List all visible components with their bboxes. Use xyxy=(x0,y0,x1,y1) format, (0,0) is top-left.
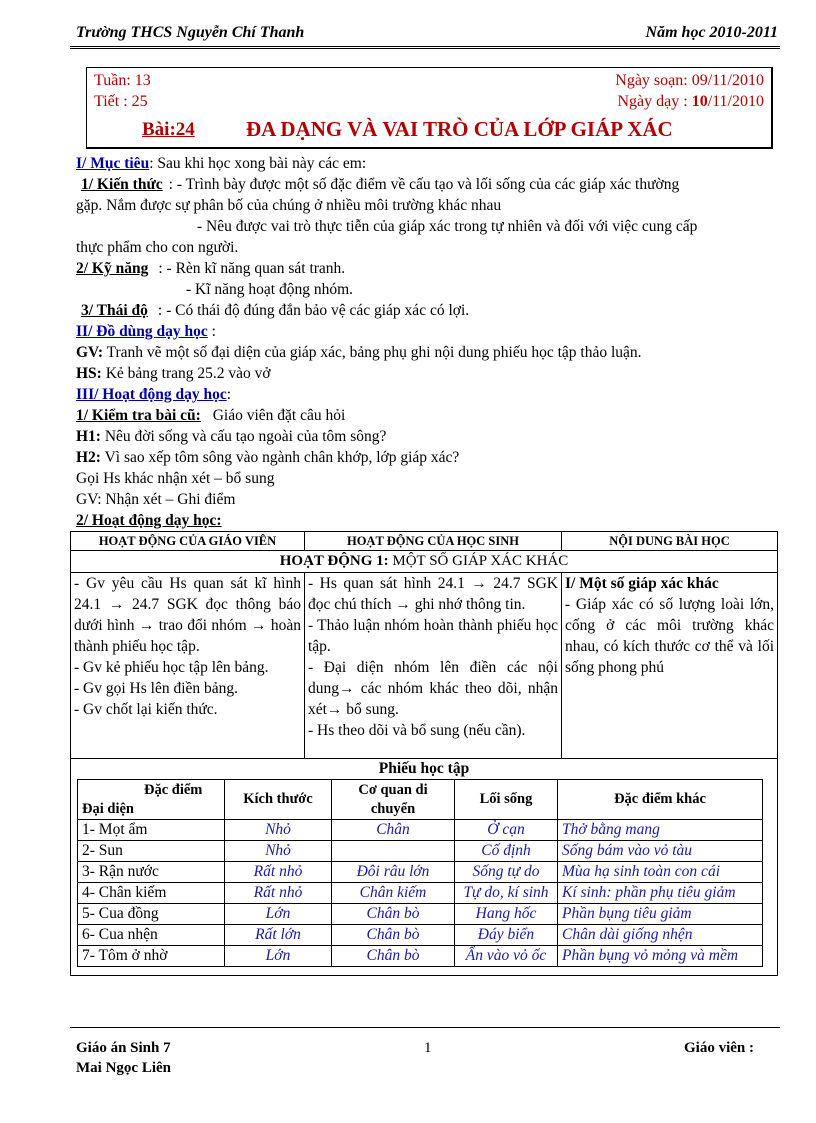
ws-cell-size: Nhỏ xyxy=(225,841,332,862)
ws-cell-life: Sống tự do xyxy=(455,862,558,883)
header-divider xyxy=(70,46,780,49)
student-activities xyxy=(305,573,562,759)
ws-cell-life: Cố định xyxy=(455,841,558,862)
ws-header-feature: Đặc điểm xyxy=(144,781,203,798)
ws-cell-move: Chân xyxy=(332,820,455,841)
materials-heading: II/ Đồ dùng dạy học xyxy=(76,323,208,340)
ws-cell-life: Ở cạn xyxy=(455,820,558,841)
ws-cell-name: 4- Chân kiếm xyxy=(78,883,225,904)
ws-header-move: Cơ quan di chuyển xyxy=(332,780,455,820)
knowledge-label: 1/ Kiến thức xyxy=(81,176,163,193)
ws-cell-name: 1- Mọt ẩm xyxy=(78,820,225,841)
school-year: Năm học 2010-2011 xyxy=(645,24,778,41)
teacher-step-1: - Gv yêu cầu Hs quan sát kĩ hình 24.1 → 24.7 SGK đọc thông báo dưới hình → trao đổi nhóm → hoàn thành phiếu học tập. xyxy=(74,575,301,655)
ws-cell-size: Rất nhỏ xyxy=(225,862,332,883)
materials-gv: Tranh vẽ một số đại diện của giáp xác, bảng phụ ghi nội dung phiếu học tập thảo luận. xyxy=(103,344,642,361)
ws-cell-life: Tự do, kí sinh xyxy=(455,883,558,904)
teacher-step-4: - Gv chốt lại kiến thức. xyxy=(74,701,218,718)
page-number: 1 xyxy=(424,1040,432,1056)
ws-cell-move: Chân bò xyxy=(332,904,455,925)
student-step-3: - Đại diện nhóm lên điền các nội dung→ các nhóm khác theo dõi, nhận xét→ bổ sung. xyxy=(308,659,558,718)
teacher-step-2: - Gv kẻ phiếu học tập lên bảng. xyxy=(74,659,269,676)
ws-cell-other: Thở bằng mang xyxy=(558,820,763,841)
question-2: Vì sao xếp tôm sông vào ngành chân khớp, lớp giáp xác? xyxy=(100,449,460,466)
student-step-2: - Thảo luận nhóm hoàn thành phiếu học tập. xyxy=(308,617,558,655)
review-line-b: GV: Nhận xét – Ghi điểm xyxy=(76,491,236,508)
ws-cell-name: 3- Rận nước xyxy=(78,862,225,883)
ws-cell-size: Lớn xyxy=(225,946,332,967)
col-teacher-header: HOẠT ĐỘNG CỦA GIÁO VIÊN xyxy=(71,532,305,551)
prep-date: Ngày soạn: 09/11/2010 xyxy=(615,72,764,89)
ws-cell-move: Chân kiếm xyxy=(332,883,455,904)
content-text: - Giáp xác có số lượng loài lớn, cống ở các môi trường khác nhau, có kích thước cơ thể và lối sống phong phú xyxy=(565,596,774,676)
ws-cell-other: Mùa hạ sinh toàn con cái xyxy=(558,862,763,883)
ws-header-life: Lối sống xyxy=(455,780,558,820)
period-label: Tiết : 25 xyxy=(94,93,148,110)
knowledge-text-2b: thực phẩm cho con người. xyxy=(76,239,239,256)
ws-row xyxy=(78,883,763,904)
ws-cell-other: Phần bụng vỏ mỏng và mềm xyxy=(558,946,763,967)
ws-cell-size: Lớn xyxy=(225,904,332,925)
footer-divider xyxy=(70,1027,780,1028)
ws-cell-other: Sống bám vào vỏ tàu xyxy=(558,841,763,862)
materials-hs: Kẻ bảng trang 25.2 vào vở xyxy=(101,365,271,382)
ws-row xyxy=(78,841,763,862)
content-title: I/ Một số giáp xác khác xyxy=(565,575,719,592)
ws-cell-size: Rất lớn xyxy=(225,925,332,946)
ws-cell-name: 6- Cua nhện xyxy=(78,925,225,946)
ws-row xyxy=(78,904,763,925)
ws-header-other: Đặc điểm khác xyxy=(558,780,763,820)
review-line-a: Gọi Hs khác nhận xét – bổ sung xyxy=(76,470,275,487)
attitude-label: 3/ Thái độ xyxy=(81,302,148,319)
ws-cell-life: Đáy biển xyxy=(455,925,558,946)
lesson-title: ĐA DẠNG VÀ VAI TRÒ CỦA LỚP GIÁP XÁC xyxy=(246,117,673,141)
student-step-1: - Hs quan sát hình 24.1 → 24.7 SGK đọc chú thích → ghi nhớ thông tin. xyxy=(308,575,558,613)
teacher-activities xyxy=(71,573,305,759)
ws-row xyxy=(78,925,763,946)
worksheet-cell xyxy=(71,759,778,976)
ws-row xyxy=(78,820,763,841)
school-name: Trường THCS Nguyễn Chí Thanh xyxy=(76,24,305,41)
ws-cell-size: Nhỏ xyxy=(225,820,332,841)
skills-label: 2/ Kỹ năng xyxy=(76,260,149,277)
objectives-line: I/ Mục tiêu: Sau khi học xong bài này các em: xyxy=(76,155,367,172)
lesson-number: Bài:24 xyxy=(142,119,195,140)
teach-label: 2/ Hoạt động dạy học: xyxy=(76,512,222,529)
footer-teacher-name: Mai Ngọc Liên xyxy=(76,1060,171,1076)
lesson-content xyxy=(562,573,778,759)
col-content-header: NỘI DUNG BÀI HỌC xyxy=(562,532,778,551)
worksheet-title: Phiếu học tập xyxy=(378,760,470,777)
objectives-heading: I/ Mục tiêu xyxy=(76,155,150,172)
ws-row xyxy=(78,862,763,883)
ws-row xyxy=(78,946,763,967)
ws-cell-life: Ẩn vào vỏ ốc xyxy=(455,946,558,967)
worksheet-table xyxy=(77,779,763,967)
activity-table xyxy=(70,531,778,976)
ws-cell-name: 2- Sun xyxy=(78,841,225,862)
skills-text-2: - Kĩ năng hoạt động nhóm. xyxy=(186,281,354,298)
teach-date: Ngày dạy : 10/11/2010 xyxy=(617,93,764,110)
footer-subject: Giáo án Sinh 7 xyxy=(76,1040,171,1056)
ws-cell-move: Đôi râu lớn xyxy=(332,862,455,883)
question-1: Nêu đời sống và cấu tạo ngoài của tôm sông? xyxy=(100,428,387,445)
activity-1-heading: HOẠT ĐỘNG 1: MỘT SỐ GIÁP XÁC KHÁC xyxy=(71,551,778,573)
ws-cell-other: Phần bụng tiêu giảm xyxy=(558,904,763,925)
knowledge-text-1b: gặp. Nắm được sự phân bố của chúng ở nhiều môi trường khác nhau xyxy=(76,197,502,214)
ws-cell-move: Chân bò xyxy=(332,925,455,946)
ws-header-rep: Đại diện xyxy=(82,800,134,817)
check-label: 1/ Kiểm tra bài cũ: xyxy=(76,407,201,424)
lesson-body: I/ Mục tiêu: Sau khi học xong bài này các em: 1/ Kiến thức : - Trình bày được một số đặc điểm về cấu tạo và lối sống của các giáp xác thường gặp. Nắm được sự phân bố của chúng ở nhiều môi trường khác nhau - Nêu được vai trò thực tiễn của giáp xác trong tự nhiên và đối với việc cung cấp thực phẩm cho con người. 2/ Kỹ năng : - Rèn kĩ năng quan sát tranh. - Kĩ năng hoạt động nhóm. 3/ Thái độ : - Có thái độ đúng đắn bảo vệ các giáp xác có lợi. II/ Đồ dùng dạy học : GV: Tranh vẽ một số đại diện của giáp xác, bảng phụ ghi nội dung phiếu học tập thảo luận. HS: Kẻ bảng trang 25.2 vào vở III/ Hoạt động dạy học: 1/ Kiểm tra bài cũ: Giáo viên đặt câu hỏi H1: Nêu đời sống và cấu tạo ngoài của tôm sông? H2: Vì sao xếp tôm sông vào ngành chân khớp, lớp giáp xác? Gọi Hs khác nhận xét – bổ sung GV: Nhận xét – Ghi điểm 2/ Hoạt động dạy học: xyxy=(76,153,776,531)
col-student-header: HOẠT ĐỘNG CỦA HỌC SINH xyxy=(305,532,562,551)
ws-header-size: Kích thước xyxy=(225,780,332,820)
student-step-4: - Hs theo dõi và bổ sung (nếu cần). xyxy=(308,722,526,739)
ws-cell-name: 7- Tôm ở nhờ xyxy=(78,946,225,967)
ws-cell-move xyxy=(332,841,455,862)
ws-cell-move: Chân bò xyxy=(332,946,455,967)
ws-cell-size: Rất nhỏ xyxy=(225,883,332,904)
ws-cell-life: Hang hốc xyxy=(455,904,558,925)
ws-cell-other: Kí sinh: phần phụ tiêu giảm xyxy=(558,883,763,904)
footer-teacher-label: Giáo viên : xyxy=(684,1040,754,1056)
knowledge-text-2: - Nêu được vai trò thực tiễn của giáp xác trong tự nhiên và đối với việc cung cấp xyxy=(197,218,698,235)
activities-heading: III/ Hoạt động dạy học xyxy=(76,386,227,403)
ws-cell-name: 5- Cua đồng xyxy=(78,904,225,925)
week-label: Tuần: 13 xyxy=(94,72,151,89)
ws-cell-other: Chân dài giống nhện xyxy=(558,925,763,946)
teacher-step-3: - Gv gọi Hs lên điền bảng. xyxy=(74,680,239,697)
ws-corner-header xyxy=(78,780,225,820)
